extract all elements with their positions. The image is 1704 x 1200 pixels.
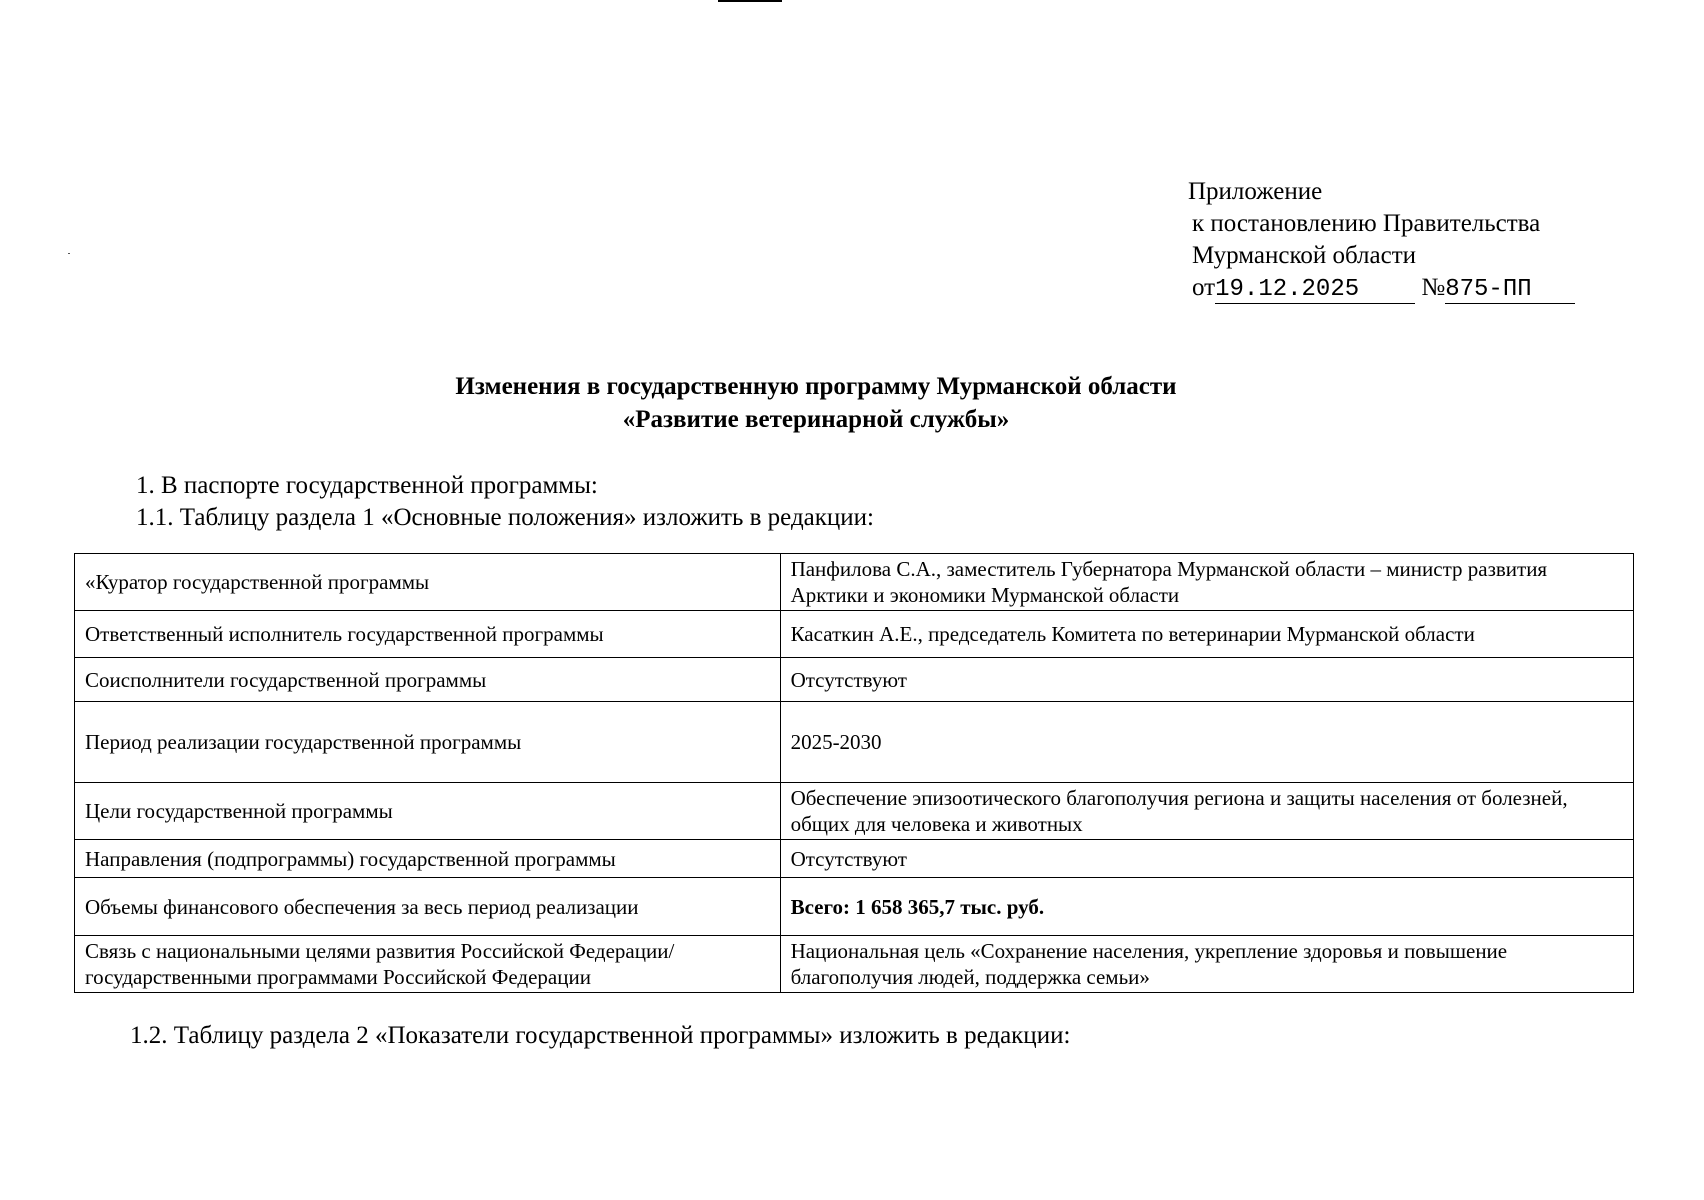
decree-number: 875-ПП xyxy=(1445,277,1575,304)
scan-artifact-line xyxy=(718,0,782,2)
table-cell-value: Национальная цель «Сохранение населения, укрепление здоровья и повышение благополучия людей, поддержка семьи» xyxy=(780,936,1633,993)
scan-artifact-dot xyxy=(68,253,70,254)
table-cell-value: Отсутствуют xyxy=(780,658,1633,702)
table-cell-value: Обеспечение эпизоотического благополучия региона и защиты населения от болезней, общих для человека и животных xyxy=(780,783,1633,840)
appendix-date-number-line xyxy=(1188,272,1575,304)
table-cell-label: Соисполнители государственной программы xyxy=(75,658,781,702)
table-row xyxy=(75,702,1634,783)
table-cell-value: Панфилова С.А., заместитель Губернатора Мурманской области – министр развития Арктики и экономики Мурманской области xyxy=(780,554,1633,611)
decree-date: 19.12.2025 xyxy=(1215,277,1415,304)
table-cell-label: Направления (подпрограммы) государственной программы xyxy=(75,840,781,878)
appendix-line-1: Приложение xyxy=(1188,178,1323,205)
table-row xyxy=(75,878,1634,936)
title-line-1: Изменения в государственную программу Мурманской области xyxy=(455,373,1177,400)
from-label: от xyxy=(1192,274,1216,301)
program-passport-table xyxy=(74,553,1634,993)
paragraph-1-1: 1.1. Таблицу раздела 1 «Основные положения» изложить в редакции: xyxy=(136,504,874,531)
table-row xyxy=(75,840,1634,878)
table-cell-value: Всего: 1 658 365,7 тыс. руб. xyxy=(780,878,1633,936)
table-cell-label: «Куратор государственной программы xyxy=(75,554,781,611)
table-cell-label: Цели государственной программы xyxy=(75,783,781,840)
appendix-header xyxy=(1188,176,1575,304)
table-cell-value: 2025-2030 xyxy=(780,702,1633,783)
document-title xyxy=(0,370,1632,436)
appendix-line-3: Мурманской области xyxy=(1192,242,1417,269)
appendix-line-2: к постановлению Правительства xyxy=(1192,210,1541,237)
table-cell-label: Связь с национальными целями развития Российской Федерации/ государственными программами Российской Федерации xyxy=(75,936,781,993)
table-row xyxy=(75,611,1634,658)
title-line-2: «Развитие ветеринарной службы» xyxy=(622,406,1010,433)
table-row xyxy=(75,783,1634,840)
table-cell-label: Период реализации государственной программы xyxy=(75,702,781,783)
paragraph-1: 1. В паспорте государственной программы: xyxy=(136,472,598,499)
table-cell-label: Объемы финансового обеспечения за весь период реализации xyxy=(75,878,781,936)
paragraph-1-2: 1.2. Таблицу раздела 2 «Показатели государственной программы» изложить в редакции: xyxy=(130,1022,1071,1049)
table-cell-value: Касаткин А.Е., председатель Комитета по ветеринарии Мурманской области xyxy=(780,611,1633,658)
table-row xyxy=(75,658,1634,702)
table-cell-label: Ответственный исполнитель государственной программы xyxy=(75,611,781,658)
table-row xyxy=(75,936,1634,993)
number-label: № xyxy=(1421,274,1446,301)
table-cell-value: Отсутствуют xyxy=(780,840,1633,878)
table-row xyxy=(75,554,1634,611)
